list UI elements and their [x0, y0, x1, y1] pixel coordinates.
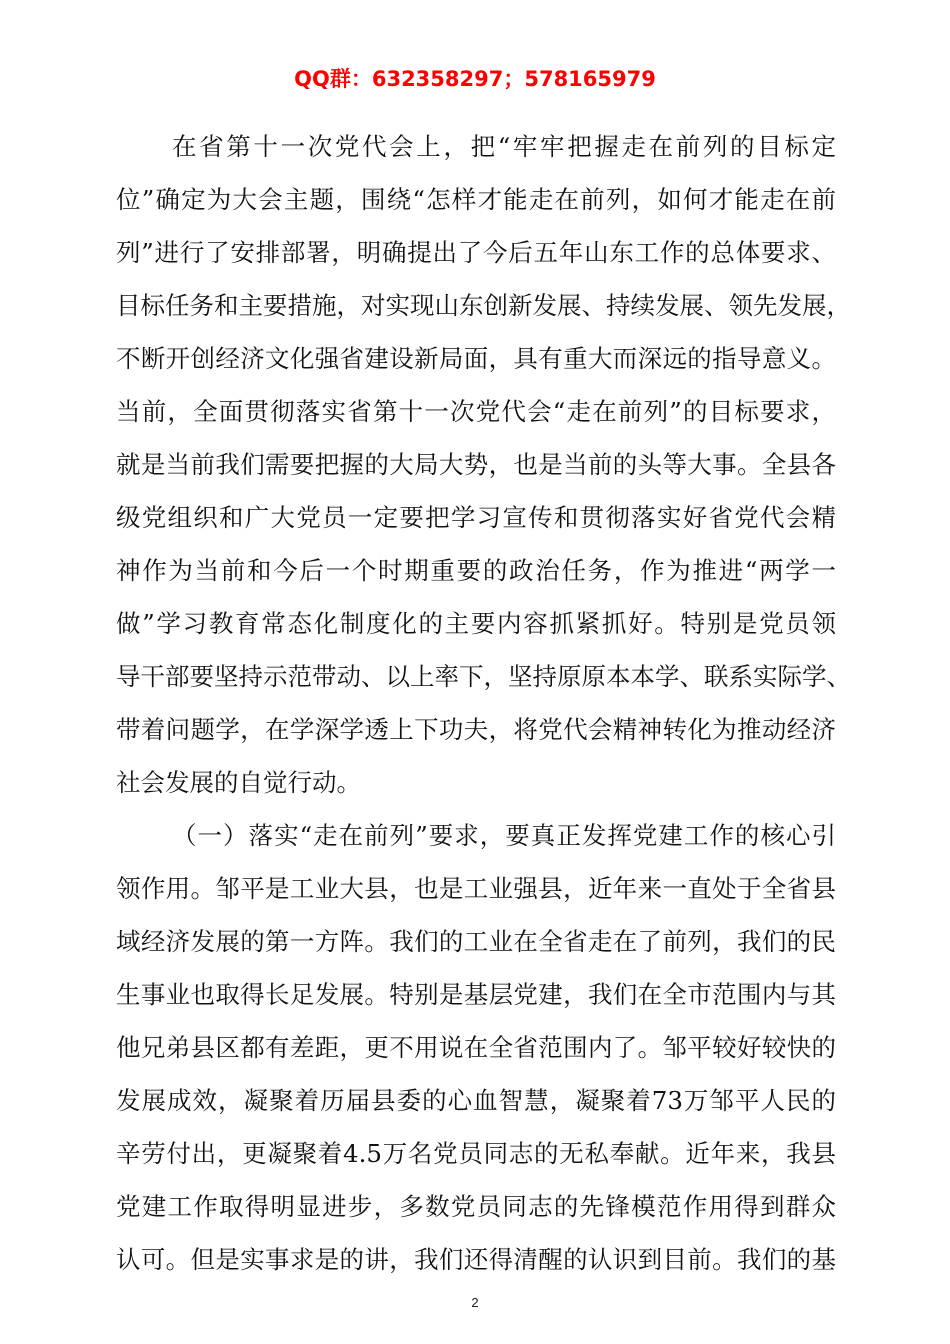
qq-group-header: QQ群：632358297；578165979	[294, 67, 656, 91]
paragraph-line: 做”学习教育常态化制度化的主要内容抓紧抓好。特别是党员领	[116, 609, 836, 638]
paragraph-line: 位”确定为大会主题，围绕“怎样才能走在前列，如何才能走在前	[116, 185, 836, 214]
paragraph-line: 列”进行了安排部署，明确提出了今后五年山东工作的总体要求、	[116, 238, 836, 267]
paragraph-line: 辛劳付出，更凝聚着4.5万名党员同志的无私奉献。近年来，我县	[116, 1139, 836, 1168]
paragraph-line: 社会发展的自觉行动。	[116, 768, 361, 797]
paragraph-line: 发展成效，凝聚着历届县委的心血智慧，凝聚着73万邹平人民的	[116, 1086, 836, 1115]
paragraph-line: 党建工作取得明显进步，多数党员同志的先锋模范作用得到群众	[116, 1192, 836, 1221]
paragraph-line: 生事业也取得长足发展。特别是基层党建，我们在全市范围内与其	[116, 980, 836, 1009]
paragraph-line: 当前，全面贯彻落实省第十一次党代会“走在前列”的目标要求，	[116, 397, 836, 426]
paragraph-line: 不断开创经济文化强省建设新局面，具有重大而深远的指导意义。	[116, 344, 836, 373]
paragraph-line: 带着问题学，在学深学透上下功夫，将党代会精神转化为推动经济	[116, 715, 836, 744]
paragraph-line: 领作用。邹平是工业大县，也是工业强县，近年来一直处于全省县	[116, 874, 836, 903]
paragraph-line: 他兄弟县区都有差距，更不用说在全省范围内了。邹平较好较快的	[116, 1033, 836, 1062]
paragraph-line: 目标任务和主要措施，对实现山东创新发展、持续发展、领先发展，	[116, 291, 851, 320]
paragraph-line: 就是当前我们需要把握的大局大势，也是当前的头等大事。全县各	[116, 450, 836, 479]
paragraph-line: 神作为当前和今后一个时期重要的政治任务，作为推进“两学一	[116, 556, 836, 585]
paragraph-line: 在省第十一次党代会上，把“牢牢把握走在前列的目标定	[172, 132, 836, 161]
paragraph-line: 认可。但是实事求是的讲，我们还得清醒的认识到目前。我们的基	[116, 1245, 836, 1274]
page-number: 2	[471, 1295, 479, 1310]
paragraph-line: （一）落实“走在前列”要求，要真正发挥党建工作的核心引	[172, 821, 836, 850]
paragraph-line: 导干部要坚持示范带动、以上率下，坚持原原本本学、联系实际学、	[116, 662, 851, 691]
paragraph-line: 域经济发展的第一方阵。我们的工业在全省走在了前列，我们的民	[116, 927, 836, 956]
paragraph-line: 级党组织和广大党员一定要把学习宣传和贯彻落实好省党代会精	[116, 503, 836, 532]
